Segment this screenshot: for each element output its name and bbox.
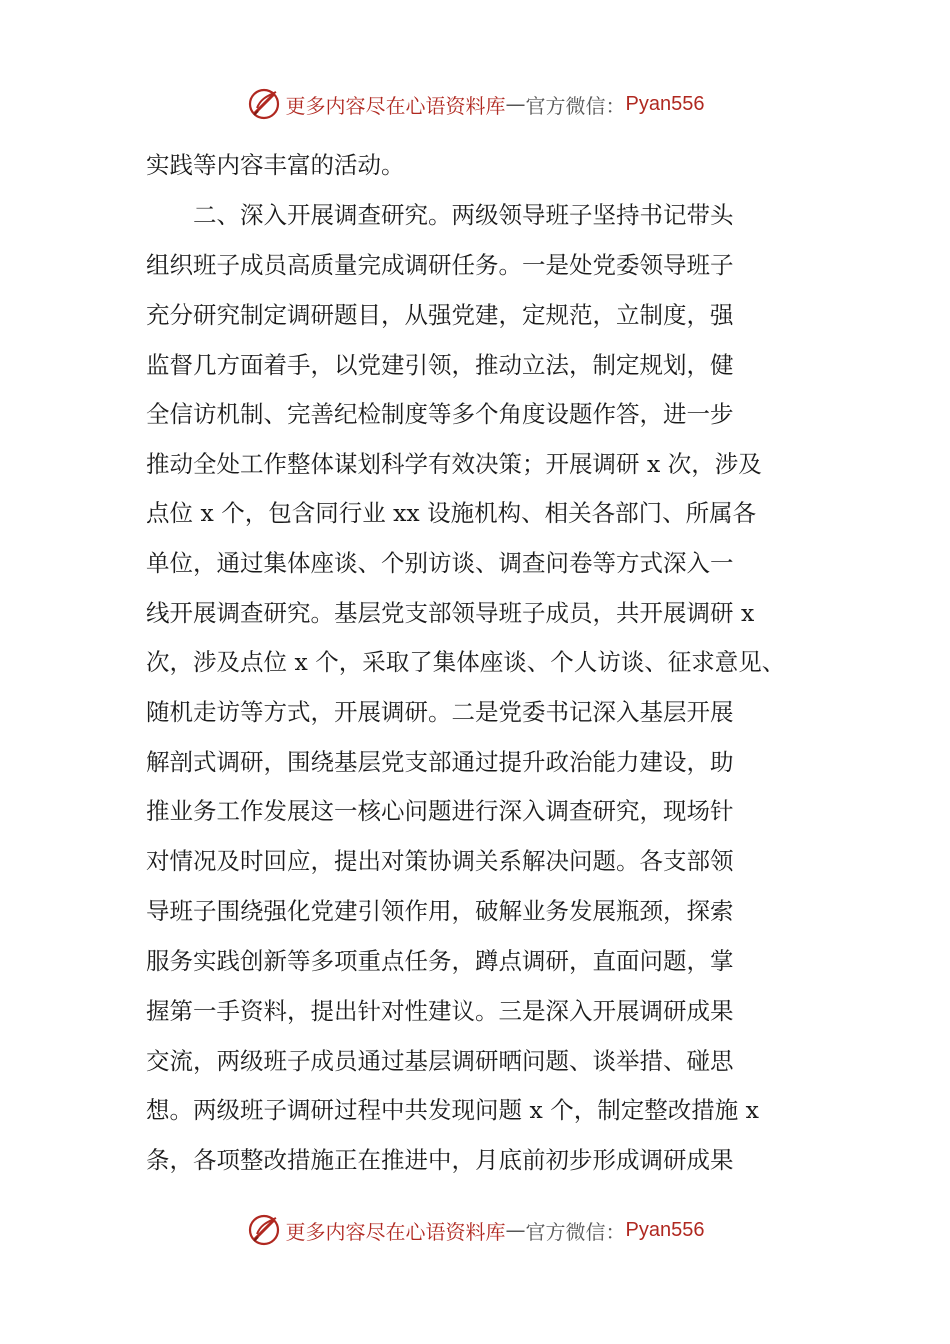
body-line: 充分研究制定调研题目，从强党建，定规范，立制度，强	[146, 301, 734, 329]
body-line: 对情况及时回应，提出对策协调关系解决问题。各支部领	[146, 847, 734, 875]
body-line: 握第一手资料，提出针对性建议。三是深入开展调研成果	[146, 997, 734, 1025]
body-line: 导班子围绕强化党建引领作用，破解业务发展瓶颈，探索	[146, 897, 734, 925]
body-line: 监督几方面着手，以党建引领，推动立法，制定规划，健	[146, 351, 734, 379]
pen-circle-icon	[246, 86, 282, 122]
body-line: 交流，两级班子成员通过基层调研晒问题、谈举措、碰思	[146, 1047, 734, 1075]
body-line: 解剖式调研，围绕基层党支部通过提升政治能力建设，助	[146, 748, 734, 776]
site-slogan: 更多内容尽在心语资料库	[285, 1219, 506, 1244]
banner-separator: —	[505, 1218, 526, 1242]
wechat-label: 官方微信：	[525, 93, 626, 118]
wechat-label: 官方微信：	[525, 1219, 626, 1244]
wechat-id: Pyan556	[625, 92, 705, 115]
body-line: 推动全处工作整体谋划科学有效决策；开展调研 x 次，涉及	[146, 450, 762, 478]
body-line: 线开展调查研究。基层党支部领导班子成员，共开展调研 x	[146, 599, 755, 627]
body-line: 全信访机制、完善纪检制度等多个角度设题作答，进一步	[146, 400, 734, 428]
body-line: 服务实践创新等多项重点任务，蹲点调研，直面问题，掌	[146, 947, 734, 975]
body-line: 二、深入开展调查研究。两级领导班子坚持书记带头	[146, 201, 734, 229]
banner-separator: —	[505, 92, 526, 116]
body-line: 想。两级班子调研过程中共发现问题 x 个，制定整改措施 x	[146, 1096, 759, 1124]
body-line: 单位，通过集体座谈、个别访谈、调查问卷等方式深入一	[146, 549, 734, 577]
body-line: 实践等内容丰富的活动。	[146, 151, 405, 179]
body-line: 点位 x 个，包含同行业 xx 设施机构、相关各部门、所属各	[146, 499, 757, 527]
body-line: 随机走访等方式，开展调研。二是党委书记深入基层开展	[146, 698, 734, 726]
body-line: 次，涉及点位 x 个，采取了集体座谈、个人访谈、征求意见、	[146, 648, 786, 676]
header-banner	[0, 84, 950, 124]
pen-circle-icon	[246, 1212, 282, 1248]
body-line: 条，各项整改措施正在推进中，月底前初步形成调研成果	[146, 1146, 734, 1174]
footer-banner	[0, 1210, 950, 1250]
wechat-id: Pyan556	[625, 1218, 705, 1241]
body-line: 推业务工作发展这一核心问题进行深入调查研究，现场针	[146, 797, 734, 825]
body-line: 组织班子成员高质量完成调研任务。一是处党委领导班子	[146, 251, 734, 279]
site-slogan: 更多内容尽在心语资料库	[285, 93, 506, 118]
